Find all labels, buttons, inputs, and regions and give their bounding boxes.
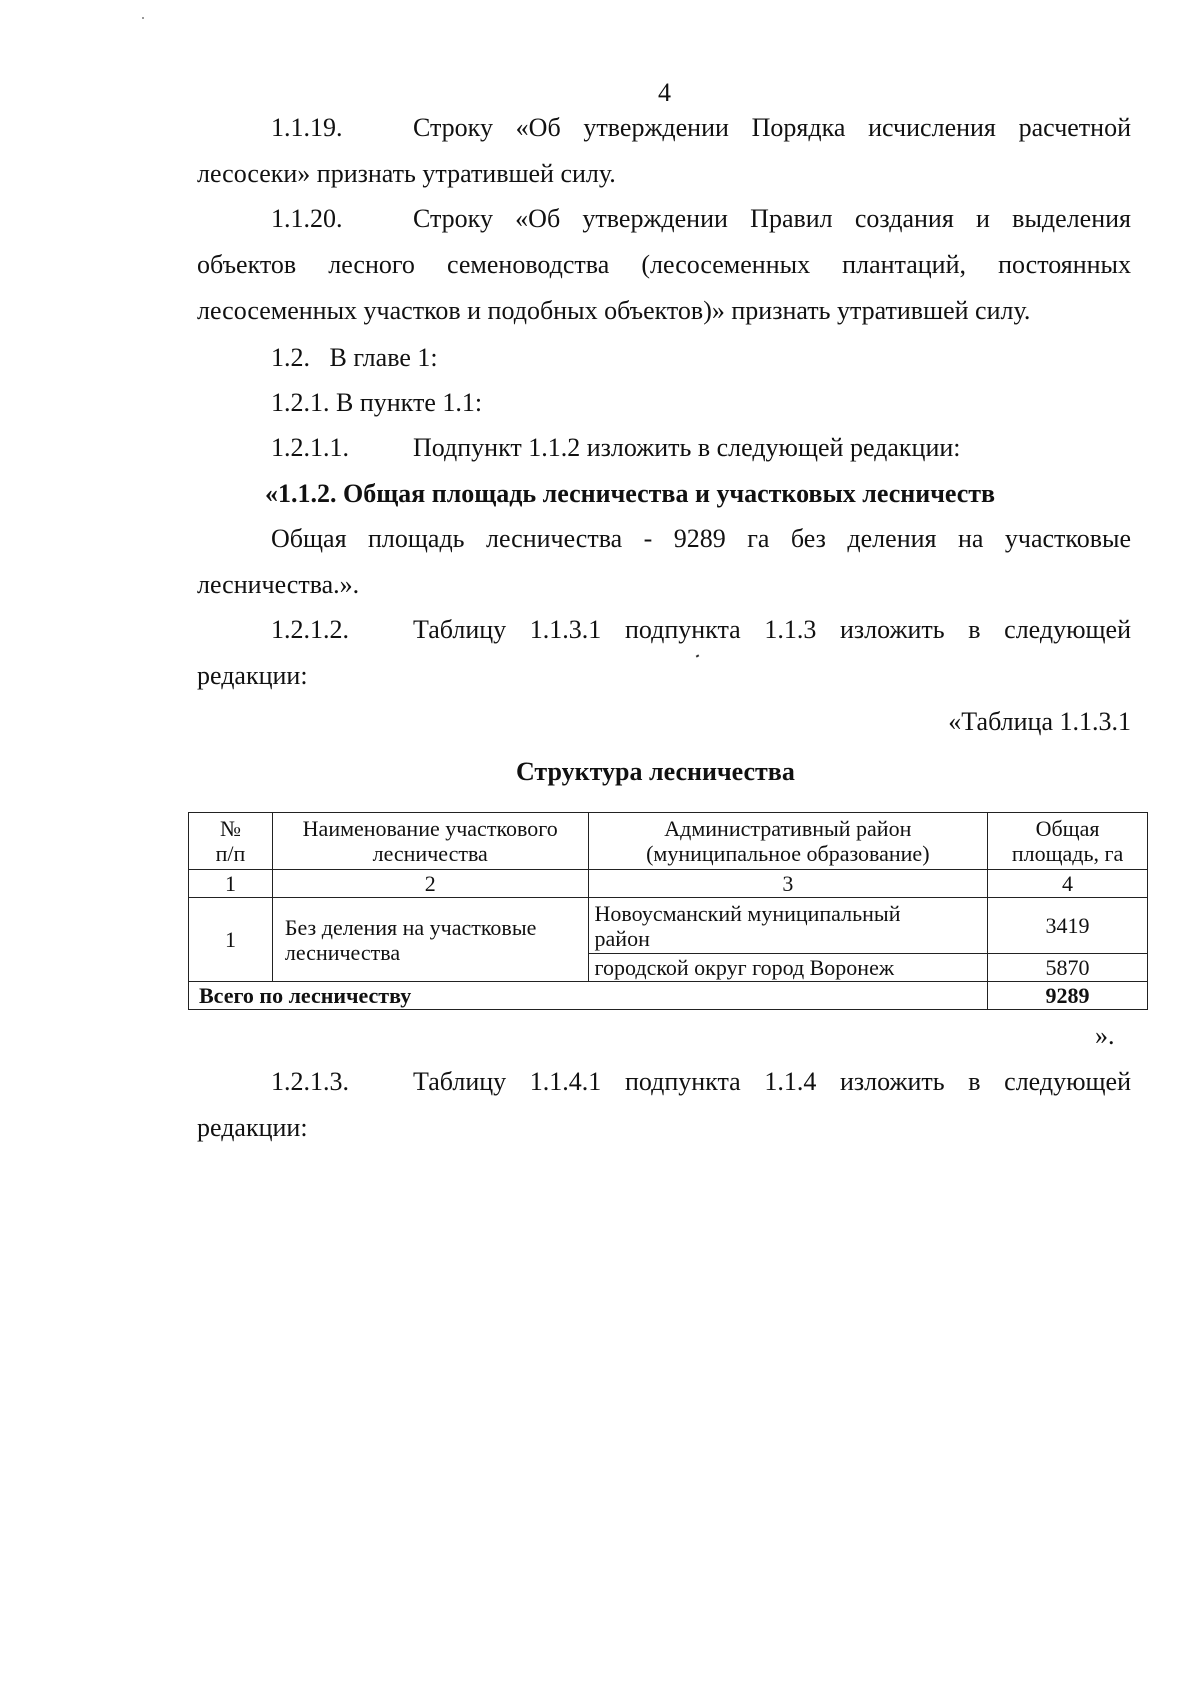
paragraph-line: 1.2.1. В пункте 1.1: [271,388,483,417]
column-number-cell: 2 [272,870,588,898]
paragraph-number: 1.1.19. [271,113,343,142]
column-number-row [189,870,1148,898]
paragraph-line: лесосеменных участков и подобных объектов)» признать утратившей силу. [197,296,1031,325]
paragraph-line: Строку «Об утверждении Порядка исчисления расчетной [413,113,1131,142]
area-cell: 3419 [988,898,1148,954]
paragraph-number: 1.2.1.1. [271,433,349,462]
forestry-name-cell: Без деления на участковые лесничества [272,898,588,982]
column-number-cell: 3 [588,870,988,898]
column-number-cell: 4 [988,870,1148,898]
page-number: 4 [658,78,671,107]
total-value-cell: 9289 [988,982,1148,1010]
header-cell: Наименование участкового лесничества [272,813,588,870]
district-cell: городской округ город Воронеж [588,954,988,982]
header-cell: Административный район (муниципальное образование) [588,813,988,870]
table-title: Структура лесничества [516,757,795,786]
column-number-cell: 1 [189,870,273,898]
table-reference: «Таблица 1.1.3.1 [948,707,1131,736]
paragraph-line: 1.2. В главе 1: [271,343,438,372]
paragraph-line: Таблицу 1.1.4.1 подпункта 1.1.4 изложить в следующей [413,1067,1131,1096]
paragraph-number: 1.2.1.2. [271,615,349,644]
table-row [189,898,1148,954]
row-number-cell: 1 [189,898,273,982]
forestry-structure-table [188,812,1148,1010]
paragraph-line: редакции: [197,661,308,690]
paragraph-line: лесничества.». [197,570,360,599]
header-cell: № п/п [189,813,273,870]
paragraph-line: Подпункт 1.1.2 изложить в следующей редакции: [413,433,961,462]
paragraph-line: Общая площадь лесничества - 9289 га без деления на участковые [271,524,1131,553]
table-total-row [189,982,1148,1010]
paragraph-line: редакции: [197,1113,308,1142]
area-cell: 5870 [988,954,1148,982]
paragraph-line: объектов лесного семеноводства (лесосеменных плантаций, постоянных [197,250,1131,279]
paragraph-line: лесосеки» признать утратившей силу. [197,159,616,188]
total-label-cell: Всего по лесничеству [189,982,988,1010]
table-closing-quote: ». [1095,1021,1115,1050]
paragraph-line: Строку «Об утверждении Правил создания и выделения [413,204,1131,233]
paragraph-number: 1.2.1.3. [271,1067,349,1096]
header-cell: Общая площадь, га [988,813,1148,870]
scan-dot [142,17,144,19]
paragraph-number: 1.1.20. [271,204,343,233]
paragraph-line: Таблицу 1.1.3.1 подпункта 1.1.3 изложить в следующей [413,615,1131,644]
scan-speck [696,654,700,657]
table-header-row [189,813,1148,870]
district-cell: Новоусманский муниципальный район [588,898,988,954]
section-heading: «1.1.2. Общая площадь лесничества и участковых лесничеств [265,479,996,508]
